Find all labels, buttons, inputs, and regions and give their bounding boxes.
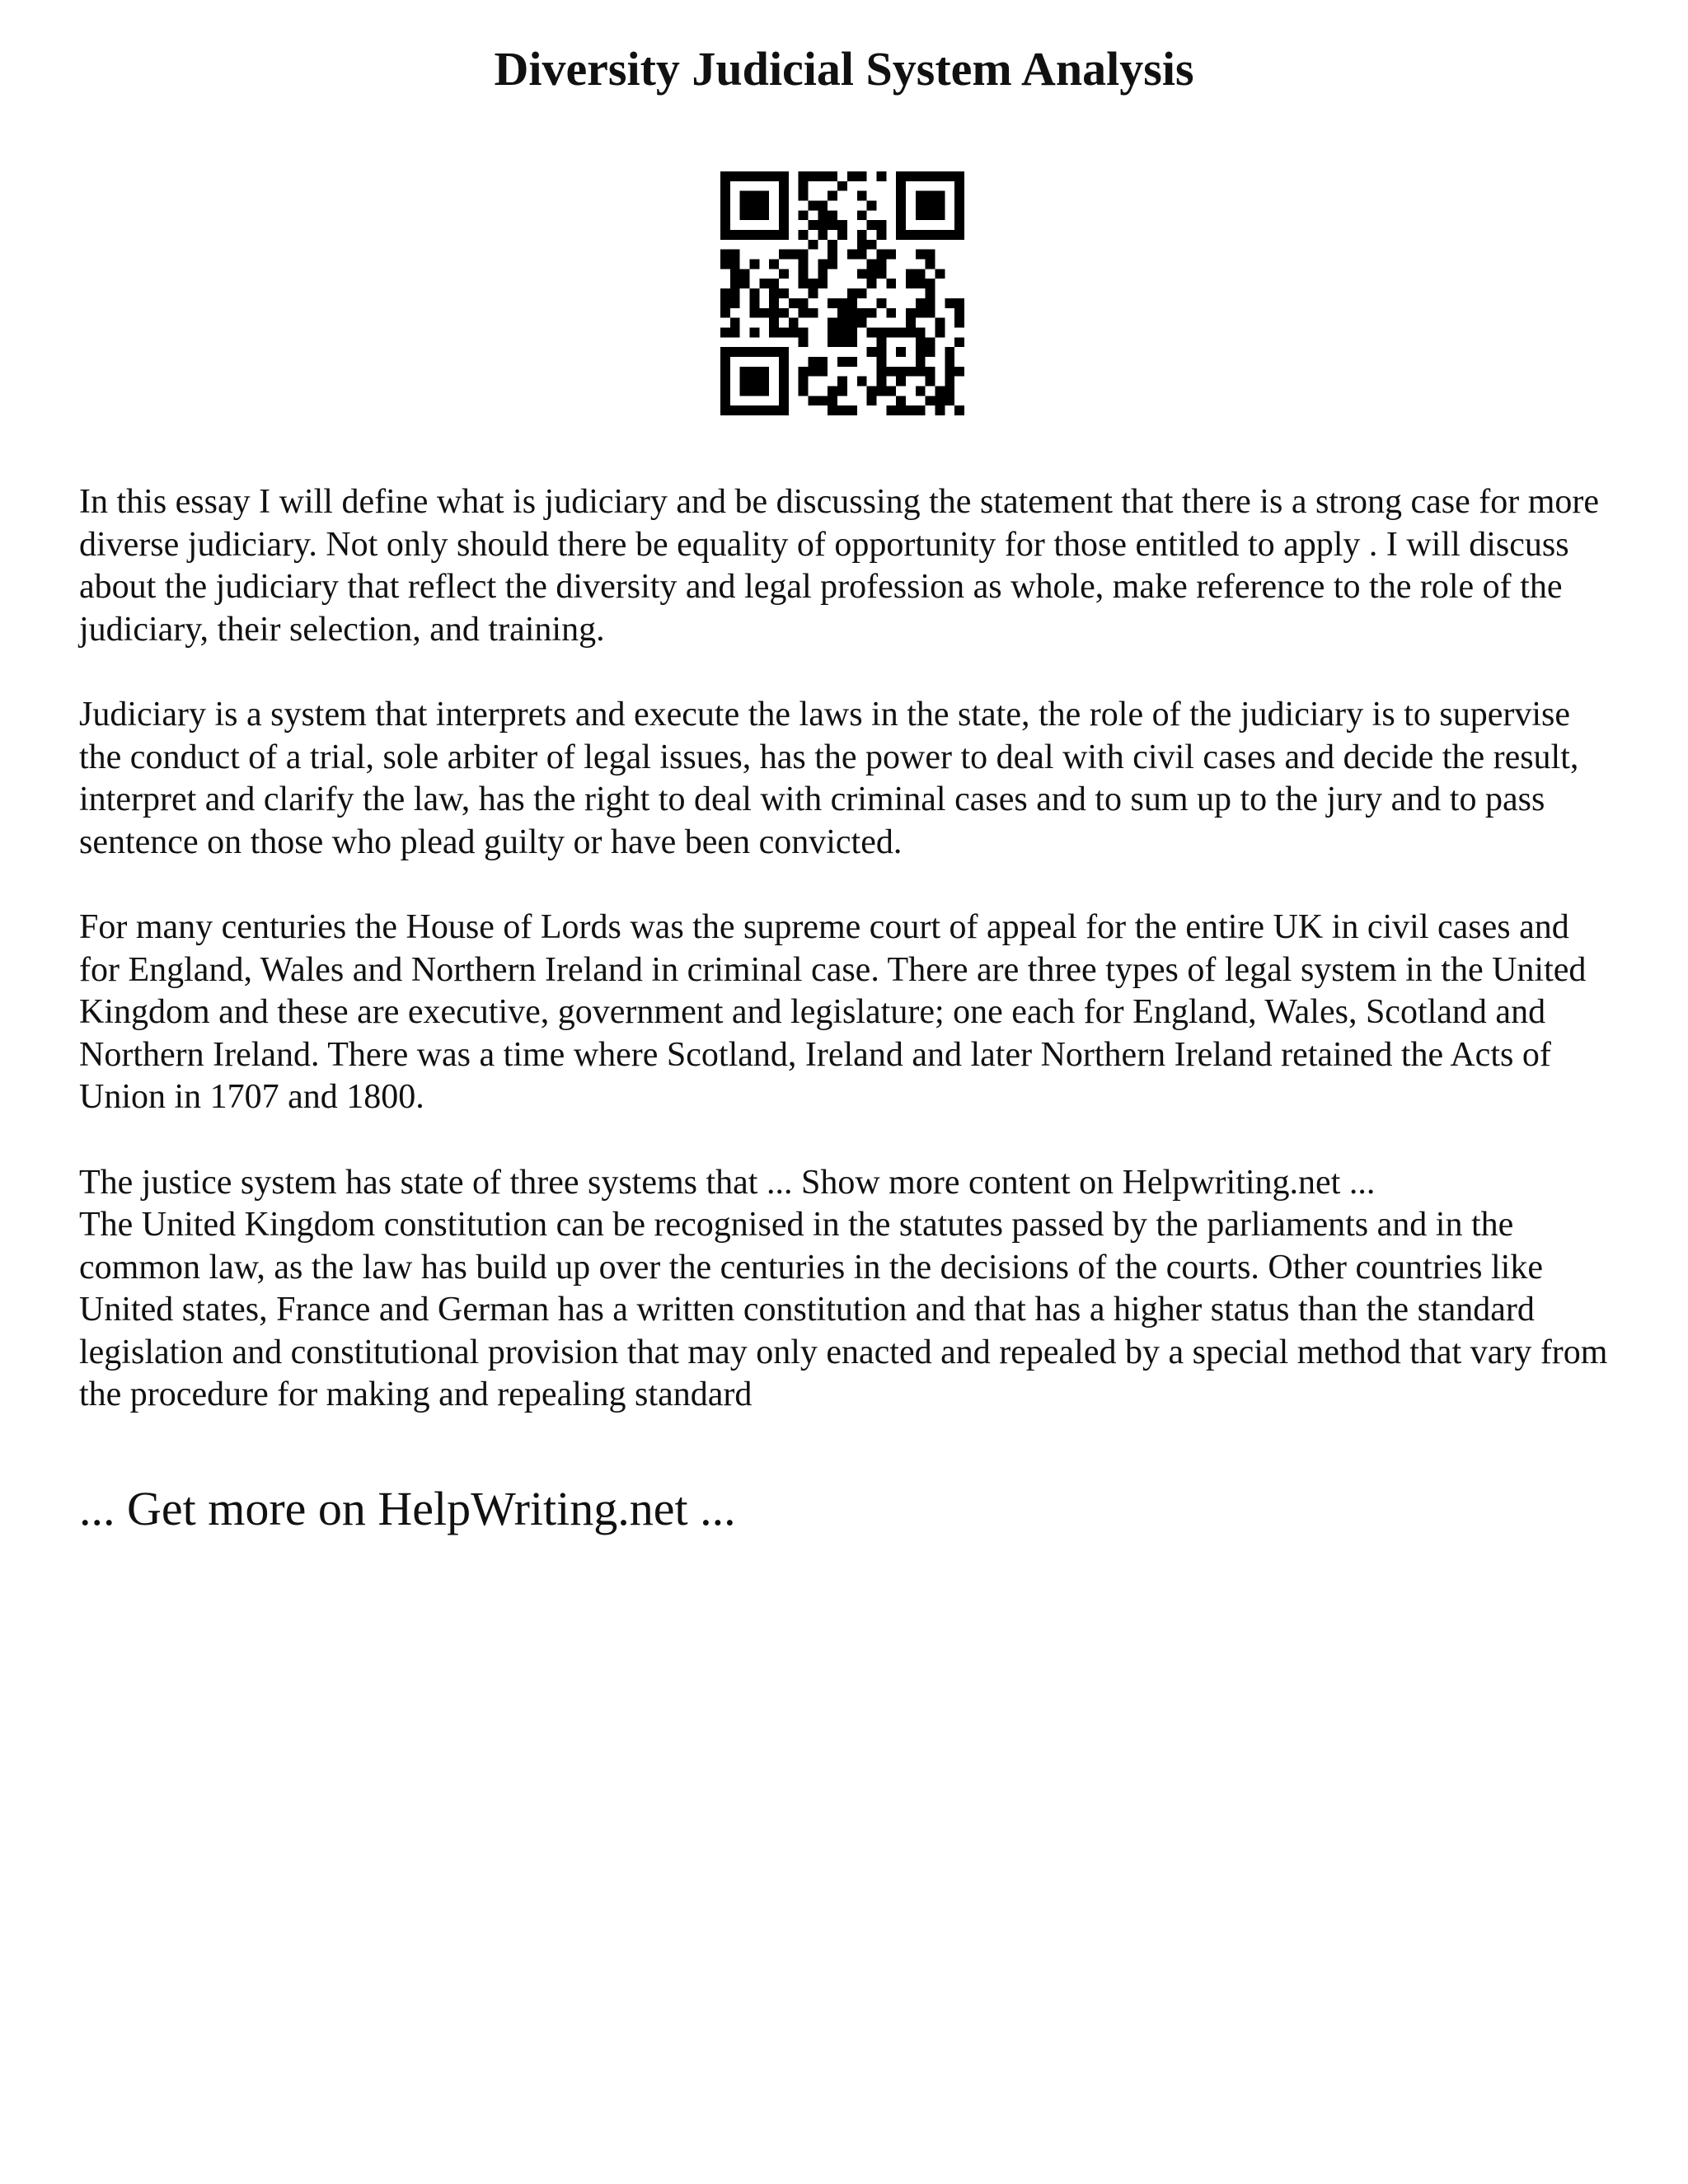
paragraph-house-of-lords: For many centuries the House of Lords was the supreme court of appeal for the entire UK in civil cases and for England, Wales and Northern Ireland in criminal case. There are three types of legal system in the United Kingdom and these are executive, government and legislature; one each for England, Wales, Scotland and Northern Ireland. There was a time where Scotland, Ireland and later Northern Ireland retained the Acts of Union in 1707 and 1800. xyxy=(79,908,1587,1116)
page-title: Diversity Judicial System Analysis xyxy=(494,42,1194,96)
paragraph-justice-system: The justice system has state of three systems that ... Show more content on Helpwriting.net ... xyxy=(79,1163,1376,1202)
paragraph-constitution: The United Kingdom constitution can be recognised in the statutes passed by the parliaments and in the common law, as the law has build up over the centuries in the decisions of the courts. Other countries like United states, France and German has a written constitution and that has a higher status than the standard legislation and constitutional provision that may only enacted and repealed by a special method that vary from the procedure for making and repealing standard xyxy=(79,1206,1608,1413)
essay-body xyxy=(79,481,1609,1460)
paragraph-judiciary-role: Judiciary is a system that interprets and execute the laws in the state, the role of the judiciary is to supervise the conduct of a trial, sole arbiter of legal issues, has the power to deal with civil cases and decide the result, interpret and clarify the law, has the right to deal with criminal cases and to sum up to the jury and to pass sentence on those who plead guilty or have been convicted. xyxy=(79,696,1579,861)
qr-code-icon xyxy=(720,171,964,415)
paragraph-intro: In this essay I will define what is judiciary and be discussing the statement that there is a strong case for more diverse judiciary. Not only should there be equality of opportunity for those entitled to apply . I will discuss about the judiciary that reflect the diversity and legal profession as whole, make reference to the role of the judiciary, their selection, and training. xyxy=(79,483,1600,649)
get-more-link[interactable]: ... Get more on HelpWriting.net ... xyxy=(79,1482,736,1535)
qr-code xyxy=(720,171,964,415)
